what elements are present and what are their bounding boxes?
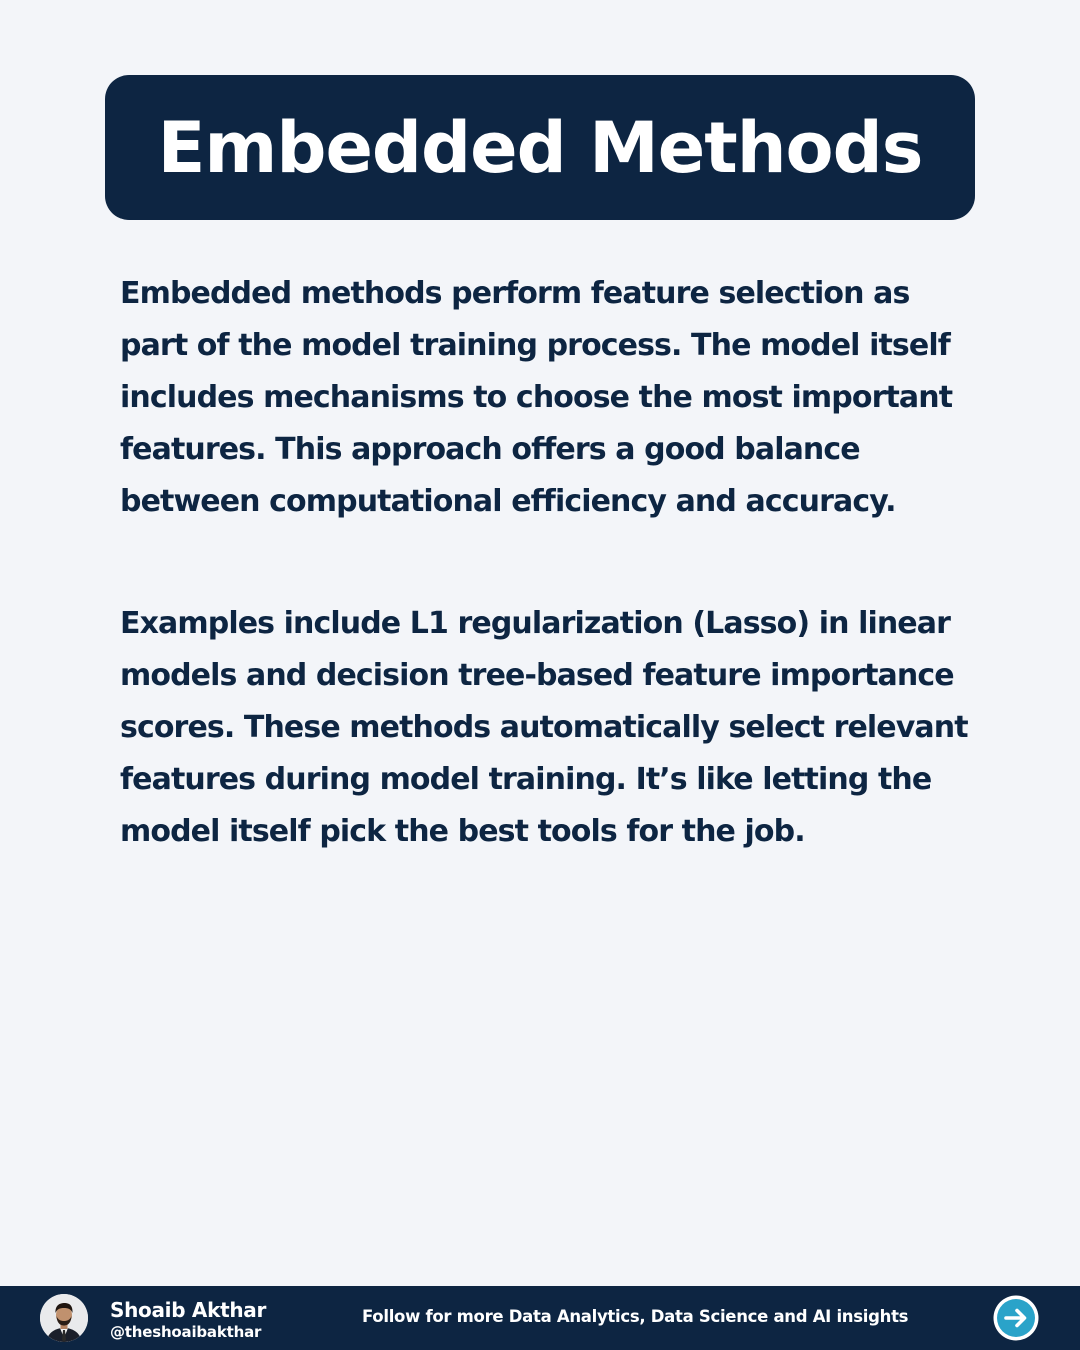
author-handle: @theshoaibakthar — [110, 1323, 262, 1341]
footer-bar — [0, 1286, 1080, 1350]
arrow-right-circle-icon — [992, 1294, 1040, 1342]
paragraph-examples: Examples include L1 regularization (Lasso) in linear models and decision tree-based feature importance scores. These methods automatically select relevant features during model training. It’s like letting the model itself pick the best tools for the job. — [120, 606, 968, 849]
title-banner — [105, 75, 975, 220]
follow-cta-text: Follow for more Data Analytics, Data Science and AI insights — [362, 1307, 909, 1326]
next-slide-button[interactable] — [992, 1294, 1040, 1342]
avatar — [40, 1294, 88, 1342]
page-title: Embedded Methods — [157, 106, 923, 189]
author-name: Shoaib Akthar — [110, 1298, 267, 1322]
paragraph-definition: Embedded methods perform feature selection as part of the model training process. The model itself includes mechanisms to choose the most important features. This approach offers a good balance between computational efficiency and accuracy. — [120, 276, 953, 519]
